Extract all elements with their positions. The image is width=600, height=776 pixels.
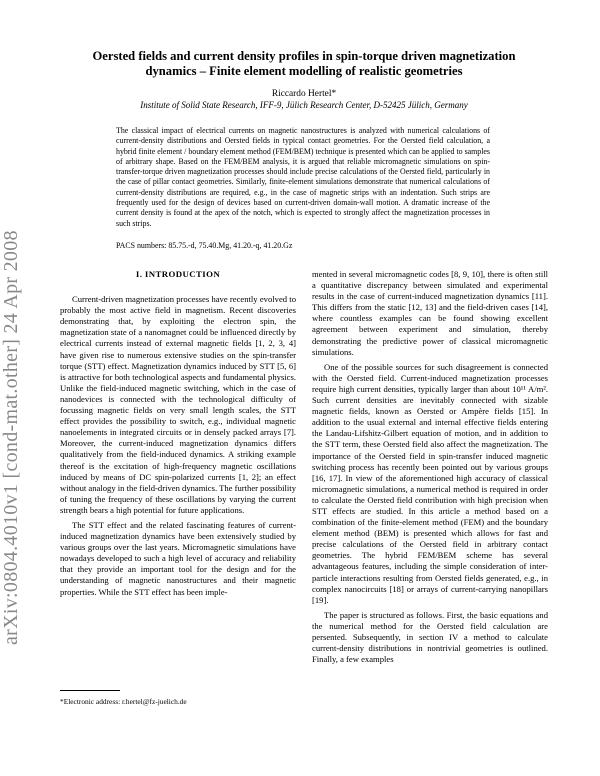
arxiv-identifier: arXiv:0804.4010v1 [cond-mat.other] 24 Apr 2008	[0, 230, 22, 645]
affiliation: Institute of Solid State Research, IFF-9, Jülich Research Center, D-52425 Jülich, Germany	[140, 100, 468, 110]
abstract: The classical impact of electrical currents on magnetic nanostructures is analyzed with numerical calculations of current-density distributions and Oersted fields in typical contact geometries. For the Oersted field calculation, a hybrid finite element / boundary element method (FEM/BEM) technique is presented which can be applied to samples of arbitrary shape. Based on the FEM/BEM analysis, it is argued that reliable micromagnetic simulations on spin-transfer-torque driven magnetization processes should include precise calculations of the Oersted field, particularly in the case of pillar contact geometries. Similarly, finite-element simulations demonstrate that numerical calculations of current-density distributions are required, e.g., in the case of magnetic strips with an indentation. Such strips are frequently used for the design of devices based on current-driven domain-wall motion. A dramatic increase of the current density is found at the apex of the notch, which is expected to strongly affect the magnetization processes in such strips.	[116, 126, 490, 228]
footnote: *Electronic address: r.hertel@fz-juelich.de	[60, 697, 187, 706]
paragraph: Current-driven magnetization processes have recently evolved to probably the most active field in magnetism. Recent discoveries demonstrating that, by exploiting the electron spin, the magnetization state of a nanomagnet could be influenced directly by electrical currents instead of external magnetic fields [1, 2, 3, 4] have given rise to numerous extensive studies on the spin-transfer torque (STT) effect. Magnetization dynamics induced by STT [5, 6] is attractive for both technological aspects and fundamental physics. Unlike the field-induced magnetic switching, which in the case of nanodevices is connected with the technological difficulty of focussing magnetic fields on very small length scales, the STT effect provides the possibility to switch, e.g., individual magnetic nanoelements in integrated circuits or in densely packed arrays [7]. Moreover, the current-induced magnetization dynamics differs qualitatively from the field-induced dynamics. A striking example thereof is the excitation of high-frequency magnetic oscillations induced by means of DC spin-polarized currents [1, 2]; an effect without analogy in the field-driven dynamics. The further possibility of tuning the frequency of these oscillations by varying the current strength bears a high potential for future applications.	[60, 294, 296, 515]
title-line-2: dynamics – Finite element modelling of realistic geometries	[145, 64, 463, 78]
paragraph: The STT effect and the related fascinating features of current-induced magnetization dynamics have been extensively studied by various groups over the last years. Micromagnetic simulations have nowadays developed to such a high level of accuracy and reliability that they provide an important tool for the design and for the understanding of magnetic nanostructures and their magnetic properties. While the STT effect has been imple-	[60, 519, 296, 597]
author: Riccardo Hertel*	[271, 89, 337, 99]
paragraph: The paper is structured as follows. First, the basic equations and the numerical method for the Oersted field calculation are persented. Subsequently, in section IV a method to calculate current-density distributions in nontrivial geometries is outlined. Finally, a few examples	[312, 609, 548, 665]
footnote-rule	[60, 690, 120, 691]
title-line-1: Oersted fields and current density profiles in spin-torque driven magnetization	[92, 49, 516, 63]
paper-title	[60, 49, 548, 79]
pacs-numbers: PACS numbers: 85.75.-d, 75.40.Mg, 41.20.-q, 41.20.Gz	[116, 241, 293, 250]
section-heading: I. INTRODUCTION	[135, 269, 221, 279]
left-column	[60, 269, 296, 602]
paragraph: One of the possible sources for such disagreement is connected with the Oersted field. Current-induced magnetization processes require high current densities, typically larger than about 10¹¹ A/m². Such current densities are inevitably connected with sizable magnetic fields, known as Oersted or Ampère fields [15]. In addition to the usual external and internal effective fields entering the Landau-Lifshitz-Gilbert equation of motion, and in addition to the STT term, these Oersted field also affect the magnetization. The importance of the Oersted field in spin-transfer induced magnetic switching process has recently been pointed out by various groups [16, 17]. In view of the aforementioned high accuracy of classical micromagnetic simulations, a numerical method is required in order to calculate the Oersted field contribution with high precision when STT effects are studied. In this article a method based on a combination of the finite-element method (FEM) and the boundary element method (BEM) is presented which allows for fast and precise calculations of the Oersted field in arbitrary contact geometries. The hybrid FEM/BEM scheme has several advantageous features, including the simple consideration of inter-particle interactions resulting from Oersted fields generated, e.g., in complex nanocircuits [18] or arrays of current-carrying nanopillars [19].	[312, 361, 548, 605]
paragraph: mented in several micromagnetic codes [8, 9, 10], there is often still a quantitative discrepancy between simulated and experimental results in the case of current-induced magnetization dynamics [11]. This differs from the static [12, 13] and the field-driven cases [14], where countless examples can be found showing excellent agreement between experiment and simulation, thereby demonstrating the predictive power of classical micromagnetic simulations.	[312, 269, 548, 357]
right-column	[312, 269, 548, 669]
